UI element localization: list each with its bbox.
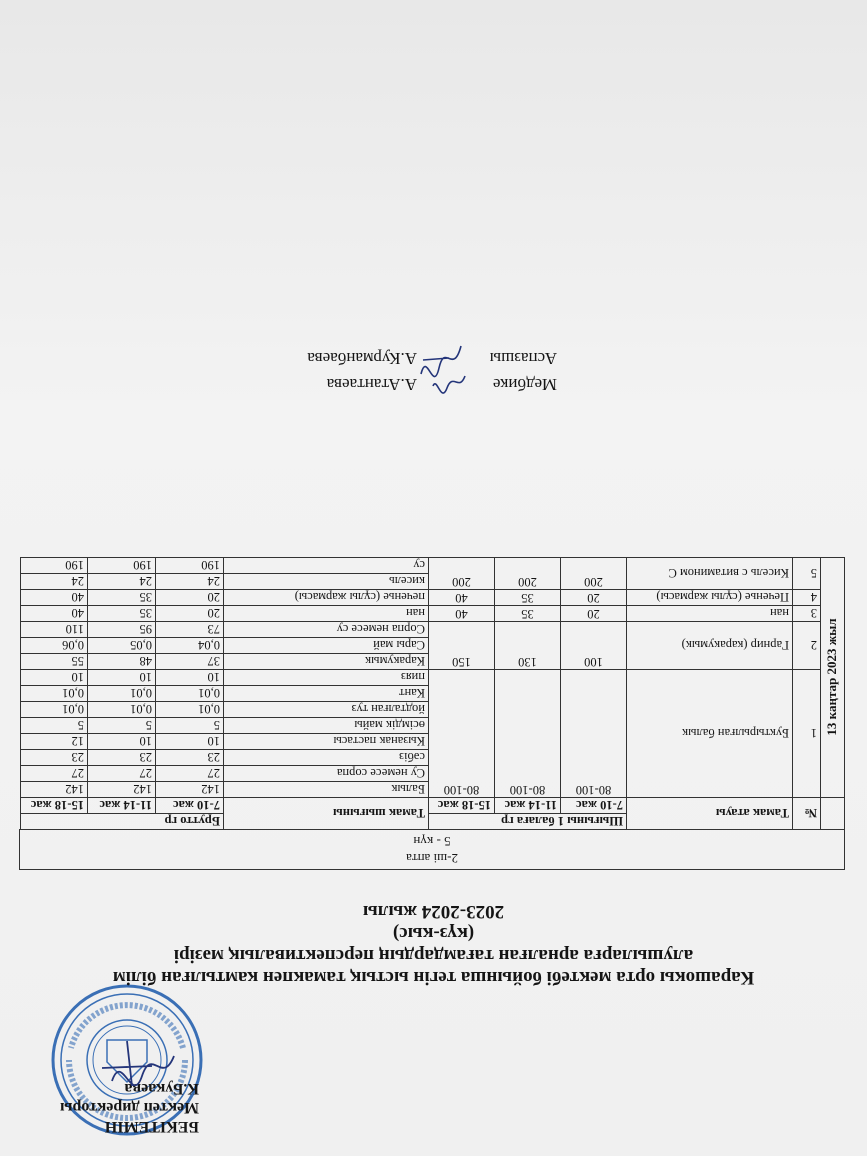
header-portion: Шығыны 1 балаға гр bbox=[428, 814, 626, 830]
ingredient-gross: 20 bbox=[155, 590, 223, 606]
header-gross-c: 15-18 жас bbox=[20, 798, 87, 814]
title-line-2: алушыларға арналған тағамдардың перспективалық мәзірі bbox=[173, 945, 694, 966]
date-cell bbox=[821, 558, 845, 798]
document-title bbox=[0, 900, 867, 988]
ingredient-name: Кант bbox=[223, 686, 428, 702]
ingredient-name: йодталған туз bbox=[223, 702, 428, 718]
ingredient-gross: 0,05 bbox=[87, 638, 155, 654]
header-age-a: 7-10 жас bbox=[561, 798, 627, 814]
ingredient-gross: 55 bbox=[20, 654, 87, 670]
ingredient-name: Сары май bbox=[223, 638, 428, 654]
day-label: 5 - күн bbox=[413, 834, 451, 849]
ingredient-gross: 10 bbox=[155, 670, 223, 686]
ingredient-name: печенье (сұлы жармасы) bbox=[223, 590, 428, 606]
ingredient-gross: 95 bbox=[87, 622, 155, 638]
ingredient-gross: 10 bbox=[87, 734, 155, 750]
dish-name: нан bbox=[627, 606, 793, 622]
ingredient-gross: 5 bbox=[155, 718, 223, 734]
ingredient-name: Каракумык bbox=[223, 654, 428, 670]
ingredient-gross: 142 bbox=[20, 782, 87, 798]
ingredient-gross: 27 bbox=[155, 766, 223, 782]
ingredient-name: Сорпа немесе су bbox=[223, 622, 428, 638]
title-year: 2023-2024 жылы bbox=[362, 901, 505, 922]
dish-portion: 130 bbox=[495, 622, 561, 670]
director-name: К.Букаева bbox=[124, 1080, 199, 1097]
ingredient-gross: 20 bbox=[155, 606, 223, 622]
ingredient-gross: 110 bbox=[20, 622, 87, 638]
header-age-b: 11-14 жас bbox=[495, 798, 561, 814]
table-body bbox=[20, 558, 844, 798]
week-info bbox=[19, 829, 845, 870]
nurse-row bbox=[257, 370, 557, 396]
ingredient-gross: 73 bbox=[155, 622, 223, 638]
ingredient-gross: 190 bbox=[87, 558, 155, 574]
ingredient-gross: 27 bbox=[20, 766, 87, 782]
header-ingredients: Тамак шығыны bbox=[223, 798, 428, 830]
dish-name: Кисель с витамином С bbox=[627, 558, 793, 590]
ingredient-name: Балык bbox=[223, 782, 428, 798]
ingredient-name: су bbox=[223, 558, 428, 574]
cook-title: Аспазшы bbox=[489, 349, 557, 368]
dish-number: 1 bbox=[793, 670, 821, 798]
ingredient-gross: 0,01 bbox=[20, 686, 87, 702]
nurse-name: А.Атантаева bbox=[326, 375, 417, 394]
week-label: 2-ші апта bbox=[406, 851, 458, 866]
ingredient-gross: 27 bbox=[87, 766, 155, 782]
director-position: Мектеп директоры bbox=[60, 1099, 199, 1116]
dish-portion: 200 bbox=[561, 558, 627, 590]
header-date bbox=[821, 798, 845, 830]
title-line-1: Карашокы орта мектебі бойынша тегін ыстық тамакпен камтылған білім bbox=[112, 967, 755, 988]
ingredient-gross: 0,01 bbox=[155, 686, 223, 702]
ingredient-name: Су немесе сорпа bbox=[223, 766, 428, 782]
dish-portion: 80-100 bbox=[561, 670, 627, 798]
ingredient-name: кисель bbox=[223, 574, 428, 590]
cook-row bbox=[257, 344, 557, 370]
header-gross: Брутто гр bbox=[20, 814, 223, 830]
ingredient-gross: 35 bbox=[87, 590, 155, 606]
dish-portion: 100 bbox=[561, 622, 627, 670]
ingredient-gross: 40 bbox=[20, 590, 87, 606]
ingredient-gross: 35 bbox=[87, 606, 155, 622]
approval-heading: БЕКІТЕМІН bbox=[104, 1118, 199, 1135]
cook-name: А.Курманбаева bbox=[307, 349, 417, 368]
ingredient-gross: 142 bbox=[155, 782, 223, 798]
ingredient-gross: 10 bbox=[155, 734, 223, 750]
ingredient-name: Кызанак пастасы bbox=[223, 734, 428, 750]
title-season: (күз-кыс) bbox=[392, 923, 475, 944]
ingredient-gross: 0,01 bbox=[20, 702, 87, 718]
director-signature bbox=[92, 1036, 182, 1096]
header-gross-b: 11-14 жас bbox=[87, 798, 155, 814]
dish-portion: 200 bbox=[428, 558, 494, 590]
ingredient-gross: 0,01 bbox=[87, 686, 155, 702]
signature-block bbox=[257, 344, 557, 396]
ingredient-gross: 24 bbox=[155, 574, 223, 590]
dish-number: 5 bbox=[793, 558, 821, 590]
ingredient-gross: 142 bbox=[87, 782, 155, 798]
ingredient-gross: 190 bbox=[20, 558, 87, 574]
ingredient-name: өсімдік майы bbox=[223, 718, 428, 734]
ingredient-gross: 24 bbox=[20, 574, 87, 590]
ingredient-gross: 10 bbox=[20, 670, 87, 686]
table-row bbox=[20, 606, 844, 622]
dish-portion: 35 bbox=[495, 606, 561, 622]
ingredient-gross: 0,01 bbox=[87, 702, 155, 718]
ingredient-gross: 23 bbox=[20, 750, 87, 766]
ingredient-gross: 40 bbox=[20, 606, 87, 622]
header-gross-a: 7-10 жас bbox=[155, 798, 223, 814]
table-row bbox=[20, 590, 844, 606]
dish-number: 3 bbox=[793, 606, 821, 622]
ingredient-name: пияз bbox=[223, 670, 428, 686]
cook-signature bbox=[417, 336, 467, 380]
dish-portion: 40 bbox=[428, 606, 494, 622]
table-row bbox=[20, 782, 844, 798]
ingredient-gross: 37 bbox=[155, 654, 223, 670]
ingredient-gross: 5 bbox=[20, 718, 87, 734]
ingredient-gross: 5 bbox=[87, 718, 155, 734]
dish-portion: 20 bbox=[561, 606, 627, 622]
dish-portion: 80-100 bbox=[495, 670, 561, 798]
menu-table bbox=[20, 557, 845, 830]
ingredient-gross: 23 bbox=[155, 750, 223, 766]
ingredient-gross: 0,04 bbox=[155, 638, 223, 654]
ingredient-gross: 10 bbox=[87, 670, 155, 686]
dish-portion: 200 bbox=[495, 558, 561, 590]
ingredient-gross: 24 bbox=[87, 574, 155, 590]
dish-number: 2 bbox=[793, 622, 821, 670]
menu-date: 13 каңтар 2023 жыл bbox=[824, 618, 840, 737]
ingredient-gross: 190 bbox=[155, 558, 223, 574]
dish-number: 4 bbox=[793, 590, 821, 606]
dish-name: Печенье (сұлы жармасы) bbox=[627, 590, 793, 606]
header-dish: Тамак атауы bbox=[627, 798, 793, 830]
header-num: № bbox=[793, 798, 821, 830]
dish-portion: 20 bbox=[561, 590, 627, 606]
ingredient-gross: 0,06 bbox=[20, 638, 87, 654]
ingredient-gross: 23 bbox=[87, 750, 155, 766]
nurse-title: Медбике bbox=[493, 375, 557, 394]
table-row bbox=[20, 654, 844, 670]
dish-portion: 150 bbox=[428, 622, 494, 670]
dish-portion: 80-100 bbox=[428, 670, 494, 798]
header-age-c: 15-18 жас bbox=[428, 798, 494, 814]
table-header-row bbox=[20, 814, 844, 830]
dish-name: Буктырылған балык bbox=[627, 670, 793, 798]
ingredient-gross: 48 bbox=[87, 654, 155, 670]
ingredient-gross: 0,01 bbox=[155, 702, 223, 718]
ingredient-name: нан bbox=[223, 606, 428, 622]
ingredient-gross: 12 bbox=[20, 734, 87, 750]
ingredient-name: сәбіз bbox=[223, 750, 428, 766]
dish-portion: 35 bbox=[495, 590, 561, 606]
table-row bbox=[20, 574, 844, 590]
dish-portion: 40 bbox=[428, 590, 494, 606]
dish-name: Гарнир (каракумык) bbox=[627, 622, 793, 670]
